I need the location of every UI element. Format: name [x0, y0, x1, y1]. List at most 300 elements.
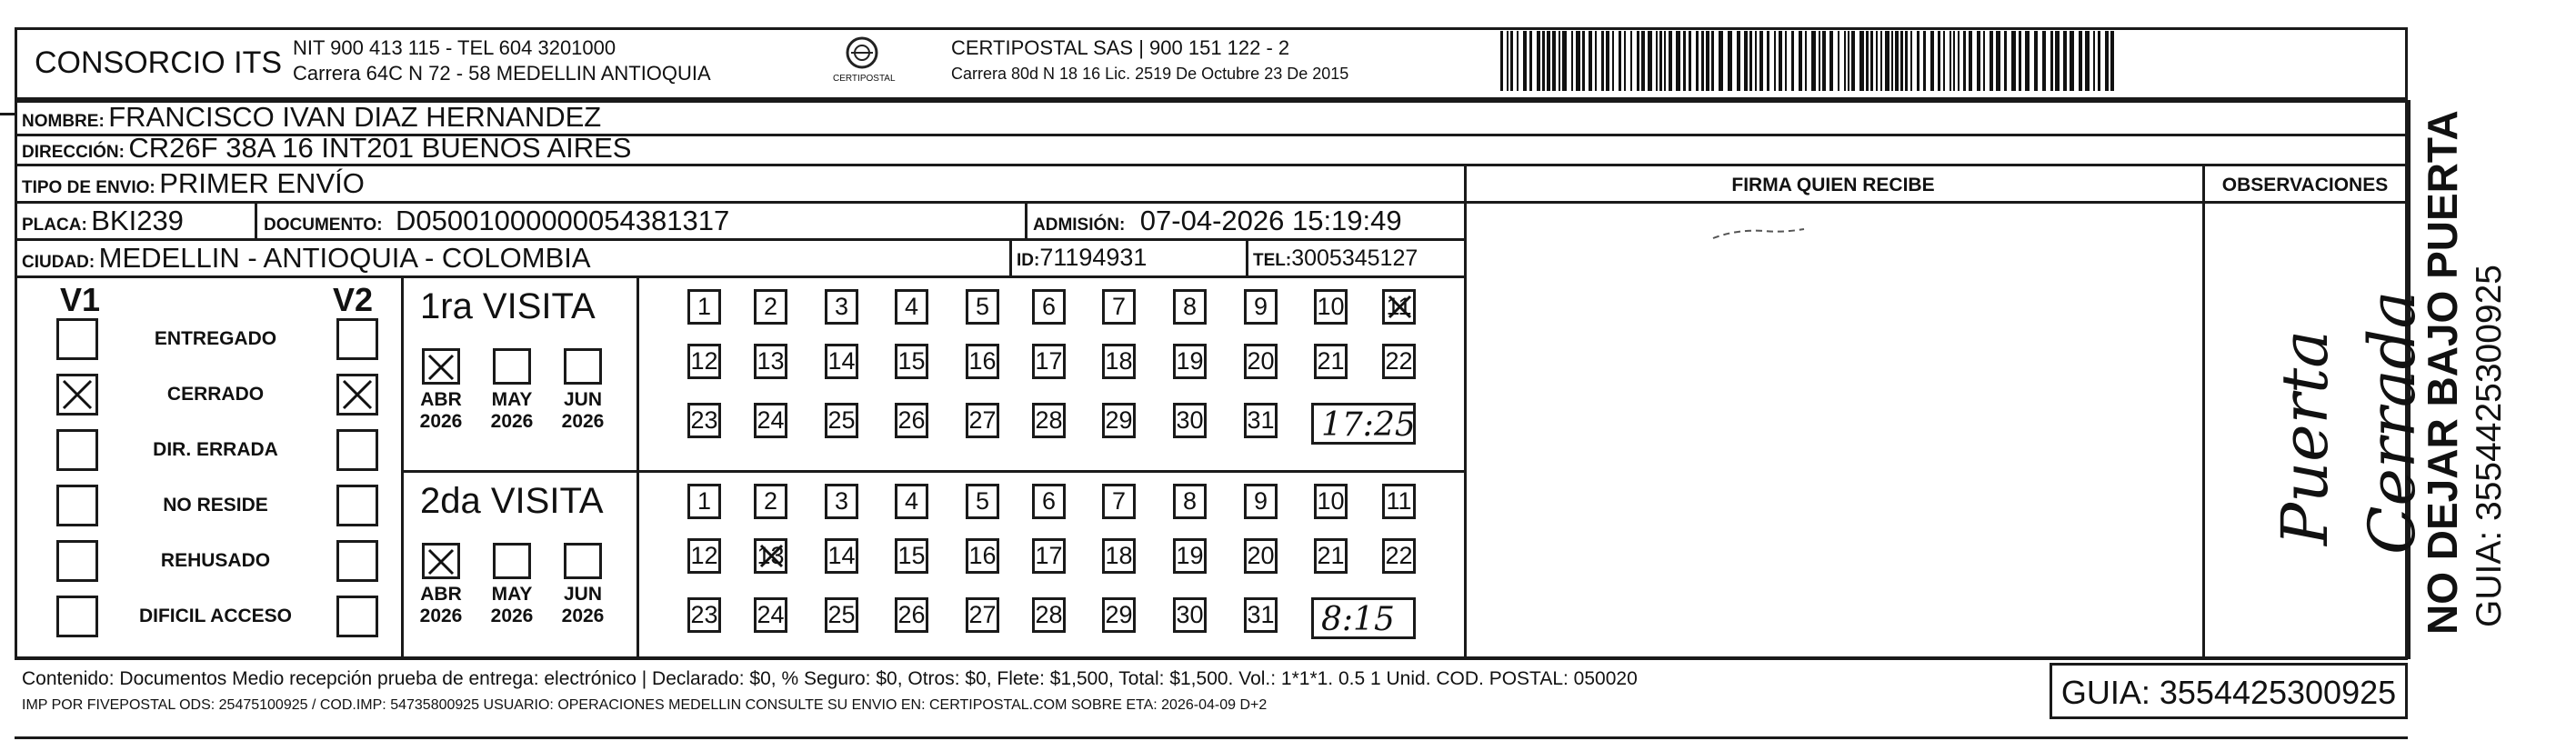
month-checkbox[interactable]: [564, 348, 602, 385]
day-box[interactable]: [1244, 484, 1278, 519]
v1-checkbox[interactable]: [56, 596, 98, 637]
day-box[interactable]: [1244, 538, 1278, 574]
year-label: 2026: [561, 606, 605, 626]
handwritten-time: 8:15: [1321, 601, 1395, 638]
barcode-bar: [1656, 31, 1658, 91]
barcode-bar: [2034, 31, 2038, 91]
barcode-bar: [1829, 31, 1833, 91]
day-box[interactable]: [1314, 344, 1348, 379]
day-number: 15: [897, 347, 926, 375]
barcode-bar: [1701, 31, 1704, 91]
barcode-bar: [1637, 31, 1639, 91]
month-checkbox[interactable]: [422, 543, 460, 579]
day-box[interactable]: [1314, 538, 1348, 574]
id-value: 71194931: [1039, 244, 1148, 271]
day-box[interactable]: [895, 597, 928, 633]
barcode-bar: [1774, 31, 1776, 91]
day-box[interactable]: [1102, 403, 1136, 438]
day-number: 7: [1111, 487, 1127, 515]
day-number: 8: [1182, 293, 1198, 320]
day-box[interactable]: [825, 538, 858, 574]
day-number: 15: [897, 542, 926, 569]
day-number: 14: [827, 347, 856, 375]
tick-left: [0, 113, 16, 115]
barcode-bar: [2004, 31, 2007, 91]
day-number: 25: [827, 406, 856, 434]
day-box[interactable]: [895, 484, 928, 519]
barcode-bar: [1822, 31, 1826, 91]
logo-text: CERTIPOSTAL: [833, 74, 896, 84]
x-mark-icon: [59, 376, 95, 413]
barcode-bar: [1885, 31, 1889, 91]
barcode-bar: [1977, 31, 1980, 91]
barcode-bar: [1659, 31, 1662, 91]
recipient-name: FRANCISCO IVAN DIAZ HERNANDEZ: [108, 101, 602, 133]
day-number: 4: [904, 293, 919, 320]
day-box[interactable]: [1314, 289, 1348, 325]
v1-label: V1: [60, 281, 101, 318]
courier-name: CERTIPOSTAL SAS | 900 151 122 - 2: [951, 36, 1290, 59]
year-label: 2026: [419, 606, 463, 626]
day-box[interactable]: [1382, 344, 1416, 379]
day-box[interactable]: [687, 344, 721, 379]
month-label: ABR: [420, 584, 462, 605]
v2-checkbox[interactable]: [336, 429, 378, 471]
day-number: 30: [1176, 406, 1204, 434]
barcode-bar: [1870, 31, 1873, 91]
day-number: 17: [1035, 347, 1063, 375]
day-box[interactable]: [895, 538, 928, 574]
day-number: 7: [1111, 293, 1127, 320]
barcode-bar: [1571, 31, 1573, 91]
city-label: CIUDAD:: [22, 253, 95, 272]
day-box[interactable]: [825, 289, 858, 325]
city-value: MEDELLIN - ANTIOQUIA - COLOMBIA: [98, 242, 591, 274]
day-box[interactable]: [754, 344, 787, 379]
month-checkbox[interactable]: [493, 348, 531, 385]
barcode-bar: [1938, 31, 1940, 91]
barcode-bar: [1669, 31, 1672, 91]
day-number: 2: [763, 487, 778, 515]
tel-value: 3005345127: [1291, 245, 1418, 271]
day-number: 20: [1247, 542, 1275, 569]
barcode-bar: [1805, 31, 1807, 91]
v2-checkbox[interactable]: [336, 596, 378, 637]
barcode-bar: [1953, 31, 1955, 91]
v1-checkbox[interactable]: [56, 318, 98, 360]
barcode-bar: [1799, 31, 1802, 91]
day-box[interactable]: [687, 597, 721, 633]
day-box[interactable]: [687, 289, 721, 325]
day-number: 9: [1253, 487, 1268, 515]
recipient-address: CR26F 38A 16 INT201 BUENOS AIRES: [128, 132, 632, 164]
day-number: 5: [975, 293, 990, 320]
barcode-bar: [1547, 31, 1550, 91]
barcode-bar: [2011, 31, 2016, 91]
x-mark-icon: [425, 351, 457, 384]
day-box[interactable]: [1173, 538, 1207, 574]
signature-header: FIRMA QUIEN RECIBE: [1731, 175, 1935, 195]
barcode-bar: [1767, 31, 1769, 91]
day-box[interactable]: [1382, 484, 1416, 519]
day-number: 13: [757, 347, 785, 375]
day-number: 29: [1105, 601, 1133, 628]
day-box[interactable]: [1173, 484, 1207, 519]
barcode-bar: [1990, 31, 1993, 91]
year-label: 2026: [490, 411, 534, 432]
barcode-bar: [1900, 31, 1903, 91]
day-number: 3: [834, 293, 849, 320]
day-number: 16: [968, 347, 997, 375]
barcode-bar: [1737, 31, 1740, 91]
day-number: 21: [1317, 542, 1345, 569]
year-label: 2026: [419, 411, 463, 432]
day-box[interactable]: [966, 289, 999, 325]
document-label: DOCUMENTO:: [264, 215, 383, 235]
barcode-bar: [1728, 31, 1732, 91]
barcode-bar: [1749, 31, 1752, 91]
month-label: JUN: [563, 389, 602, 410]
day-number: 12: [690, 347, 718, 375]
day-box[interactable]: [754, 484, 787, 519]
barcode-bar: [2085, 31, 2090, 91]
month-label: JUN: [563, 584, 602, 605]
company-address: Carrera 64C N 72 - 58 MEDELLIN ANTIOQUIA: [293, 62, 711, 85]
day-number: 26: [897, 601, 926, 628]
day-box[interactable]: [1032, 289, 1066, 325]
day-box[interactable]: [1244, 289, 1278, 325]
v2-checkbox[interactable]: [336, 485, 378, 526]
barcode-bar: [1851, 31, 1855, 91]
barcode-bar: [1969, 31, 1972, 91]
day-number: 28: [1035, 406, 1063, 434]
send-type-label: TIPO DE ENVIO:: [22, 178, 155, 197]
day-box[interactable]: [1173, 344, 1207, 379]
company-nit: NIT 900 413 115 - TEL 604 3201000: [293, 36, 616, 59]
day-box[interactable]: [825, 597, 858, 633]
admission-label: ADMISIÓN:: [1033, 215, 1126, 235]
day-number: 26: [897, 406, 926, 434]
barcode-bar: [1779, 31, 1782, 91]
day-box[interactable]: [1314, 484, 1348, 519]
barcode-bar: [1706, 31, 1709, 91]
day-box[interactable]: [1244, 597, 1278, 633]
day-box[interactable]: [895, 403, 928, 438]
day-number: 3: [834, 487, 849, 515]
barcode-bar: [1848, 31, 1849, 91]
barcode-bar: [1895, 31, 1899, 91]
time-box[interactable]: [1311, 597, 1416, 639]
day-number: 11: [1386, 487, 1412, 515]
day-number: 11: [1386, 293, 1412, 320]
barcode-bar: [2019, 31, 2021, 91]
barcode-bar: [1683, 31, 1686, 91]
day-box[interactable]: [1173, 597, 1207, 633]
day-number: 5: [975, 487, 990, 515]
barcode-bar: [1696, 31, 1699, 91]
barcode-bar: [1562, 31, 1567, 91]
day-box[interactable]: [1102, 484, 1136, 519]
time-box[interactable]: [1311, 403, 1416, 445]
year-label: 2026: [561, 411, 605, 432]
barcode-bar: [1676, 31, 1680, 91]
barcode-bar: [2042, 31, 2046, 91]
barcode-bar: [1576, 31, 1580, 91]
barcode-bar: [1838, 31, 1839, 91]
day-box[interactable]: [1102, 344, 1136, 379]
barcode-bar: [1606, 31, 1609, 91]
day-number: 14: [827, 542, 856, 569]
side-guide: GUIA: 3554425300925: [2470, 265, 2509, 627]
barcode-bar: [1963, 31, 1966, 91]
v1-checkbox[interactable]: [56, 374, 98, 416]
footer-guide: GUIA: 3554425300925: [2060, 674, 2397, 711]
day-box[interactable]: [1032, 597, 1066, 633]
observation-handwriting-2: Cerrada: [2355, 290, 2430, 555]
day-box[interactable]: [1244, 344, 1278, 379]
day-number: 23: [690, 406, 718, 434]
barcode-bar: [1719, 31, 1723, 91]
day-number: 16: [968, 542, 997, 569]
day-number: 13: [757, 542, 785, 569]
footer-content: Contenido: Documentos Medio recepción prueba de entrega: electrónico | Declarado: $0, % Seguro: $0, Otros: $0, Flete: $1,500, Total: $1,500. Vol.: 1*1*1. 0.5 1 Unid. COD. POSTAL: 050020: [22, 668, 1638, 689]
day-box[interactable]: [966, 597, 999, 633]
barcode-bar: [1958, 31, 1960, 91]
barcode-bar: [2025, 31, 2030, 91]
barcode-bar: [1619, 31, 1621, 91]
barcode-bar: [1559, 31, 1560, 91]
day-number: 27: [968, 406, 997, 434]
month-label: MAY: [491, 584, 533, 605]
day-box[interactable]: [966, 538, 999, 574]
barcode-bar: [1689, 31, 1691, 91]
day-number: 6: [1041, 293, 1057, 320]
status-label: DIR. ERRADA: [153, 439, 278, 460]
barcode-bar: [1641, 31, 1645, 91]
day-box[interactable]: [1173, 289, 1207, 325]
barcode-bar: [1844, 31, 1846, 91]
barcode-bar: [1517, 31, 1519, 91]
month-checkbox[interactable]: [422, 348, 460, 385]
barcode-bar: [1523, 31, 1527, 91]
v2-label: V2: [333, 281, 374, 318]
barcode-bar: [1711, 31, 1714, 91]
visit-title: 2da VISITA: [420, 481, 604, 521]
v1-checkbox[interactable]: [56, 540, 98, 582]
v2-checkbox[interactable]: [336, 318, 378, 360]
barcode-bar: [1537, 31, 1540, 91]
barcode: [1500, 31, 2119, 91]
day-number: 9: [1253, 293, 1268, 320]
document-value: D05001000000054381317: [396, 205, 730, 236]
day-number: 28: [1035, 601, 1063, 628]
barcode-bar: [1866, 31, 1869, 91]
barcode-bar: [1859, 31, 1864, 91]
v2-checkbox[interactable]: [336, 540, 378, 582]
day-box[interactable]: [1173, 403, 1207, 438]
barcode-bar: [1630, 31, 1632, 91]
barcode-bar: [1552, 31, 1556, 91]
barcode-bar: [2093, 31, 2095, 91]
day-number: 6: [1041, 487, 1057, 515]
day-box[interactable]: [1102, 289, 1136, 325]
day-box[interactable]: [966, 344, 999, 379]
observations-header: OBSERVACIONES: [2221, 175, 2389, 195]
day-number: 27: [968, 601, 997, 628]
day-number: 1: [697, 487, 712, 515]
barcode-bar: [2079, 31, 2082, 91]
day-box[interactable]: [1102, 538, 1136, 574]
day-number: 31: [1247, 601, 1275, 628]
status-label: DIFICIL ACCESO: [138, 606, 292, 626]
id-label: ID:: [1017, 251, 1040, 270]
barcode-bar: [2098, 31, 2100, 91]
bottom-rule: [15, 736, 2408, 739]
day-number: 21: [1317, 347, 1345, 375]
tel-label: TEL:: [1253, 251, 1292, 270]
status-label: NO RESIDE: [163, 495, 268, 516]
barcode-bar: [1595, 31, 1597, 91]
day-number: 17: [1035, 542, 1063, 569]
day-box[interactable]: [825, 403, 858, 438]
day-box[interactable]: [1244, 403, 1278, 438]
day-box[interactable]: [966, 484, 999, 519]
day-number: 2: [763, 293, 778, 320]
day-number: 19: [1176, 542, 1204, 569]
year-label: 2026: [490, 606, 534, 626]
barcode-bar: [1880, 31, 1882, 91]
barcode-bar: [1510, 31, 1513, 91]
logo-icon: [835, 35, 889, 71]
day-number: 20: [1247, 347, 1275, 375]
day-box[interactable]: [1032, 538, 1066, 574]
barcode-bar: [1582, 31, 1585, 91]
barcode-bar: [2050, 31, 2053, 91]
barcode-bar: [1905, 31, 1908, 91]
v1-checkbox[interactable]: [56, 429, 98, 471]
barcode-bar: [1500, 31, 1503, 91]
x-mark-icon: [339, 376, 376, 413]
day-box[interactable]: [687, 484, 721, 519]
footer-imp: IMP POR FIVEPOSTAL ODS: 25475100925 / COD.IMP: 54735800925 USUARIO: OPERACIONES MEDELLIN CONSULTE SU ENVIO EN: CERTIPOSTAL.COM SOBRE ETA: 2026-04-09 D+2: [22, 697, 1268, 713]
day-box[interactable]: [895, 289, 928, 325]
barcode-bar: [1529, 31, 1532, 91]
day-box[interactable]: [1032, 344, 1066, 379]
day-box[interactable]: [966, 403, 999, 438]
send-type: PRIMER ENVÍO: [159, 167, 365, 199]
day-number: 23: [690, 601, 718, 628]
month-checkbox[interactable]: [493, 543, 531, 579]
barcode-bar: [1785, 31, 1787, 91]
status-label: CERRADO: [166, 384, 265, 405]
barcode-bar: [1930, 31, 1934, 91]
observation-handwriting-1: Puerta: [2268, 330, 2342, 546]
v1-checkbox[interactable]: [56, 485, 98, 526]
day-box[interactable]: [687, 403, 721, 438]
barcode-bar: [1744, 31, 1748, 91]
barcode-bar: [1910, 31, 1912, 91]
barcode-bar: [1648, 31, 1652, 91]
barcode-bar: [1759, 31, 1763, 91]
company-name: CONSORCIO ITS: [35, 45, 283, 80]
side-warning: NO DEJAR BAJO PUERTA: [2419, 110, 2466, 635]
barcode-bar: [2070, 31, 2074, 91]
day-box[interactable]: [754, 403, 787, 438]
barcode-bar: [1507, 31, 1509, 91]
address-label: DIRECCIÓN:: [22, 143, 125, 162]
day-box[interactable]: [1102, 597, 1136, 633]
barcode-bar: [1996, 31, 2000, 91]
status-label: REHUSADO: [160, 550, 271, 571]
day-number: 31: [1247, 406, 1275, 434]
status-label: ENTREGADO: [154, 328, 277, 349]
day-number: 8: [1182, 487, 1198, 515]
day-box[interactable]: [1032, 403, 1066, 438]
day-number: 18: [1105, 542, 1133, 569]
barcode-bar: [1589, 31, 1592, 91]
signature-scribble: [1709, 218, 1809, 245]
barcode-bar: [1791, 31, 1794, 91]
day-box[interactable]: [1032, 484, 1066, 519]
day-number: 24: [757, 406, 785, 434]
day-number: 1: [697, 293, 712, 320]
month-label: MAY: [491, 389, 533, 410]
barcode-bar: [1943, 31, 1945, 91]
barcode-bar: [2105, 31, 2109, 91]
courier-license: Carrera 80d N 18 16 Lic. 2519 De Octubre 23 De 2015: [951, 65, 1349, 83]
day-number: 30: [1176, 601, 1204, 628]
barcode-bar: [1755, 31, 1757, 91]
day-box[interactable]: [754, 289, 787, 325]
plate-value: BKI239: [91, 205, 184, 236]
day-number: 29: [1105, 406, 1133, 434]
barcode-bar: [1917, 31, 1919, 91]
visit-title: 1ra VISITA: [420, 286, 596, 326]
day-box[interactable]: [754, 597, 787, 633]
barcode-bar: [1601, 31, 1604, 91]
day-box[interactable]: [825, 484, 858, 519]
barcode-bar: [1811, 31, 1816, 91]
barcode-bar: [1819, 31, 1820, 91]
name-label: NOMBRE:: [22, 112, 105, 131]
barcode-bar: [1542, 31, 1545, 91]
barcode-bar: [1923, 31, 1926, 91]
month-checkbox[interactable]: [564, 543, 602, 579]
day-number: 10: [1317, 487, 1345, 515]
x-mark-icon: [425, 546, 457, 578]
day-number: 18: [1105, 347, 1133, 375]
barcode-bar: [1983, 31, 1985, 91]
certipostal-logo: [833, 35, 896, 93]
day-number: 19: [1176, 347, 1204, 375]
day-number: 24: [757, 601, 785, 628]
day-box[interactable]: [687, 538, 721, 574]
day-number: 22: [1385, 542, 1413, 569]
day-box[interactable]: [1382, 538, 1416, 574]
barcode-bar: [1612, 31, 1614, 91]
month-label: ABR: [420, 389, 462, 410]
day-box[interactable]: [754, 538, 787, 574]
day-box[interactable]: [895, 344, 928, 379]
barcode-bar: [1876, 31, 1878, 91]
day-box[interactable]: [825, 344, 858, 379]
day-box[interactable]: [1382, 289, 1416, 325]
barcode-bar: [1891, 31, 1893, 91]
barcode-bar: [2063, 31, 2067, 91]
v2-checkbox[interactable]: [336, 374, 378, 416]
day-number: 22: [1385, 347, 1413, 375]
admission-value: 07-04-2026 15:19:49: [1139, 205, 1402, 236]
